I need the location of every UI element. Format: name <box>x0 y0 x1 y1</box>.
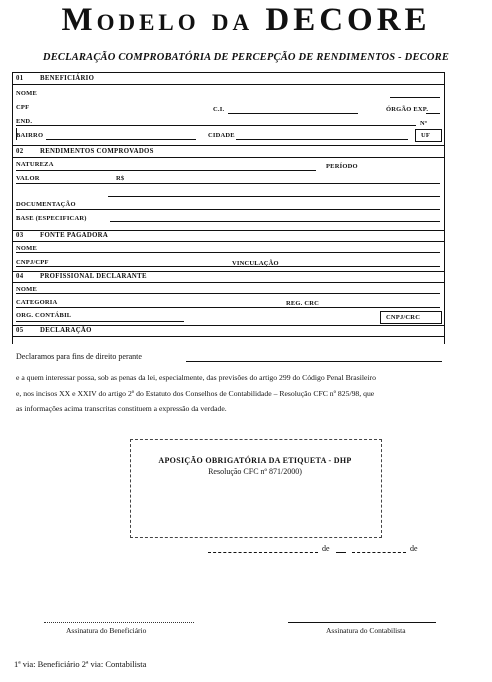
cidade-field[interactable] <box>236 139 408 140</box>
label-cpf: CPF <box>16 104 30 111</box>
end-field[interactable] <box>16 125 416 126</box>
valor-field[interactable] <box>16 183 440 184</box>
label-end: END. <box>16 118 33 125</box>
bairro-field[interactable] <box>46 139 196 140</box>
section-01-number: 01 <box>16 75 24 82</box>
section-05-number: 05 <box>16 327 24 334</box>
beneficiary-signature-label: Assinatura do Beneficiário <box>66 626 147 635</box>
declaration-line-2: e a quem interessar possa, sob as penas da lei, especialmente, das previsões do artigo 299 do Código Penal Brasileiro <box>16 373 376 382</box>
declaration-line-3: e, nos incisos XX e XXIV do artigo 2º do Estatuto dos Conselhos de Contabilidade – Resolução CFC nº 825/98, que <box>16 389 375 398</box>
label-categoria: CATEGORIA <box>16 299 58 306</box>
cnpj-field[interactable] <box>16 266 440 267</box>
accountant-signature-label: Assinatura do Contabilista <box>326 626 406 635</box>
label-orgao: ÓRGÃO EXP. <box>386 106 429 113</box>
date-place-field[interactable] <box>208 552 318 553</box>
nome-field[interactable] <box>390 97 440 98</box>
categoria-field[interactable] <box>16 307 440 308</box>
stamp-line-1: APOSIÇÃO OBRIGATÓRIA DA ETIQUETA - DHP <box>158 456 352 465</box>
ci-field[interactable] <box>228 113 358 114</box>
footer-copies: 1ª via: Beneficiário 2ª via: Contabilista <box>14 659 147 669</box>
date-de-1: de <box>322 544 330 553</box>
documentacao-line-1[interactable] <box>108 196 440 197</box>
left-border <box>12 72 13 344</box>
label-uf: UF <box>421 132 431 139</box>
org-contabil-field[interactable] <box>16 321 184 322</box>
date-day-field[interactable] <box>336 552 346 553</box>
section-04-title: PROFISSIONAL DECLARANTE <box>40 273 147 280</box>
beneficiary-signature-line[interactable] <box>44 622 194 623</box>
declaration-entity-field[interactable] <box>186 361 442 362</box>
date-de-2: de <box>410 544 418 553</box>
date-month-field[interactable] <box>352 552 406 553</box>
base-field[interactable] <box>110 221 440 222</box>
documentacao-line-2[interactable] <box>16 209 440 210</box>
orgao-field[interactable] <box>426 113 440 114</box>
section-03-number: 03 <box>16 232 24 239</box>
label-bairro: BAIRRO <box>16 132 44 139</box>
label-cidade: CIDADE <box>208 132 235 139</box>
label-documentacao: DOCUMENTAÇÃO <box>16 201 76 208</box>
label-n: Nº <box>420 120 428 127</box>
label-vinculacao: VINCULAÇÃO <box>232 260 279 267</box>
label-rs: R$ <box>116 175 125 182</box>
natureza-field[interactable] <box>16 170 316 171</box>
label-org-contabil: ORG. CONTÁBIL <box>16 312 72 319</box>
label-cnpj-crc: CNPJ/CRC <box>386 314 421 321</box>
label-stamp-area <box>130 439 382 538</box>
prof-nome-field[interactable] <box>16 293 440 294</box>
label-base: BASE (ESPECIFICAR) <box>16 215 87 222</box>
label-periodo: PERÍODO <box>326 163 358 170</box>
label-natureza: NATUREZA <box>16 161 54 168</box>
label-fonte-nome: NOME <box>16 245 38 252</box>
right-border <box>444 72 445 344</box>
declaration-line-1: Declaramos para fins de direito perante <box>16 352 142 361</box>
document-subtitle: DECLARAÇÃO COMPROBATÓRIA DE PERCEPÇÃO DE RENDIMENTOS - DECORE <box>42 52 450 63</box>
top-border <box>12 72 444 73</box>
label-prof-nome: NOME <box>16 286 38 293</box>
section-03-title: FONTE PAGADORA <box>40 232 109 239</box>
stamp-line-2: Resolução CFC nº 871/2000) <box>208 467 302 476</box>
document-title: Modelo da DECORE <box>61 2 431 38</box>
label-nome: NOME <box>16 90 38 97</box>
section-05-title: DECLARAÇÃO <box>40 327 92 334</box>
declaration-line-4: as informações acima transcritas constituem a expressão da verdade. <box>16 404 227 413</box>
accountant-signature-line[interactable] <box>288 622 436 623</box>
section-02-number: 02 <box>16 148 24 155</box>
section-02-title: RENDIMENTOS COMPROVADOS <box>40 148 154 155</box>
section-01-title: BENEFICIÁRIO <box>40 75 95 82</box>
fonte-nome-field[interactable] <box>16 252 440 253</box>
label-cnpj: CNPJ/CPF <box>16 259 49 266</box>
section-04-number: 04 <box>16 273 24 280</box>
label-ci: C.I. <box>213 106 225 113</box>
label-reg-crc: REG. CRC <box>286 300 320 307</box>
label-valor: VALOR <box>16 175 40 182</box>
